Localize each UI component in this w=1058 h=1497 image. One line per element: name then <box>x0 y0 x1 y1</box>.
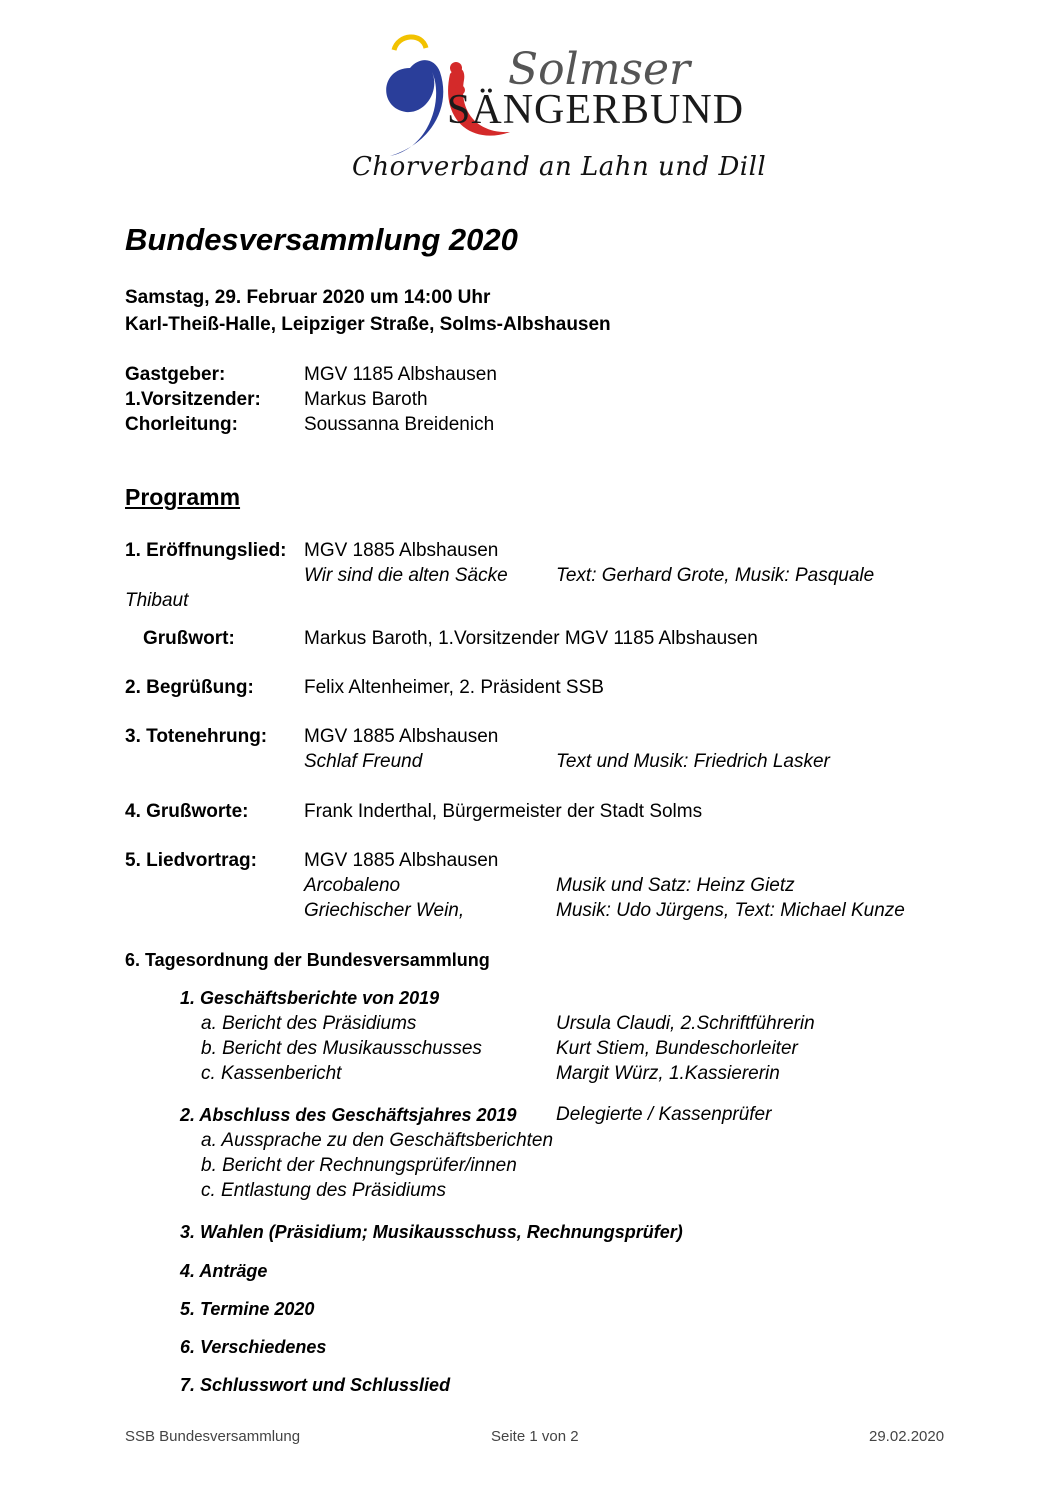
agenda-6: 6. Verschiedenes <box>180 1337 327 1357</box>
program-1-credit: Text: Gerhard Grote, Musik: Pasquale <box>556 565 875 586</box>
program-1-label: 1. Eröffnungslied: <box>125 540 287 561</box>
agenda-5: 5. Termine 2020 <box>180 1299 315 1319</box>
agenda-2-responsible: Delegierte / Kassenprüfer <box>556 1104 772 1125</box>
logo-crown <box>394 37 426 50</box>
footer-left: SSB Bundesversammlung <box>125 1428 301 1445</box>
programm-heading: Programm <box>125 484 241 510</box>
agenda-1b: b. Bericht des Musikausschusses <box>201 1038 482 1059</box>
agenda-2: 2. Abschluss des Geschäftsjahres 2019 <box>180 1105 517 1125</box>
header-subtitle: Chorverband an Lahn und Dill <box>352 152 767 182</box>
logo-dot-1 <box>450 62 462 74</box>
footer-page-number: Seite 1 von 2 <box>491 1428 579 1445</box>
program-1-credit-cont: Thibaut <box>125 590 189 611</box>
program-5-credit-2: Musik: Udo Jürgens, Text: Michael Kunze <box>556 900 905 921</box>
info-value-conductor: Soussanna Breidenich <box>304 414 495 435</box>
program-5-choir: MGV 1885 Albshausen <box>304 850 499 871</box>
logo-script-text: Solmser <box>508 44 691 95</box>
program-1-choir: MGV 1885 Albshausen <box>304 540 499 561</box>
program-3-song: Schlaf Freund <box>304 751 423 772</box>
agenda-7: 7. Schlusswort und Schlusslied <box>180 1375 451 1395</box>
footer-date: 29.02.2020 <box>869 1428 945 1445</box>
program-6-label: 6. Tagesordnung der Bundesversammlung <box>125 950 490 970</box>
program-2-label: 2. Begrüßung: <box>125 677 254 698</box>
program-5-song-2: Griechischer Wein, <box>304 900 465 921</box>
agenda-2b: b. Bericht der Rechnungsprüfer/innen <box>201 1155 517 1176</box>
agenda-1: 1. Geschäftsberichte von 2019 <box>180 988 440 1008</box>
info-label-host: Gastgeber: <box>125 364 226 385</box>
program-4-value: Frank Inderthal, Bürgermeister der Stadt Solms <box>304 801 703 822</box>
program-2-value: Felix Altenheimer, 2. Präsident SSB <box>304 677 604 698</box>
program-1-song: Wir sind die alten Säcke <box>304 565 508 586</box>
page-title: Bundesversammlung 2020 <box>125 222 518 257</box>
program-greeting-value: Markus Baroth, 1.Vorsitzender MGV 1185 Albshausen <box>304 628 758 649</box>
agenda-1a-responsible: Ursula Claudi, 2.Schriftführerin <box>556 1013 815 1034</box>
venue-line: Karl-Theiß-Halle, Leipziger Straße, Solms-Albshausen <box>125 314 611 335</box>
info-label-chair: 1.Vorsitzender: <box>125 389 261 410</box>
agenda-1c: c. Kassenbericht <box>201 1063 342 1084</box>
logo-clef-blue <box>386 60 443 156</box>
program-5-label: 5. Liedvortrag: <box>125 850 257 871</box>
logo-main-text: SÄNGERBUND <box>447 87 745 133</box>
agenda-2a: a. Aussprache zu den Geschäftsberichten <box>201 1130 554 1151</box>
agenda-2c: c. Entlastung des Präsidiums <box>201 1180 447 1201</box>
info-value-host: MGV 1185 Albshausen <box>304 364 497 385</box>
agenda-3: 3. Wahlen (Präsidium; Musikausschuss, Rechnungsprüfer) <box>180 1222 683 1242</box>
date-line: Samstag, 29. Februar 2020 um 14:00 Uhr <box>125 287 491 308</box>
program-greeting-label: Grußwort: <box>143 628 235 649</box>
agenda-1a: a. Bericht des Präsidiums <box>201 1013 417 1034</box>
program-3-choir: MGV 1885 Albshausen <box>304 726 499 747</box>
program-5-song-1: Arcobaleno <box>304 875 401 896</box>
agenda-1b-responsible: Kurt Stiem, Bundeschorleiter <box>556 1038 798 1059</box>
program-5-credit-1: Musik und Satz: Heinz Gietz <box>556 875 795 896</box>
program-3-credit: Text und Musik: Friedrich Lasker <box>556 751 830 772</box>
agenda-1c-responsible: Margit Würz, 1.Kassiererin <box>556 1063 780 1084</box>
info-label-conductor: Chorleitung: <box>125 414 238 435</box>
info-value-chair: Markus Baroth <box>304 389 428 410</box>
program-4-label: 4. Grußworte: <box>125 801 249 822</box>
agenda-4: 4. Anträge <box>180 1261 268 1281</box>
program-3-label: 3. Totenehrung: <box>125 726 268 747</box>
